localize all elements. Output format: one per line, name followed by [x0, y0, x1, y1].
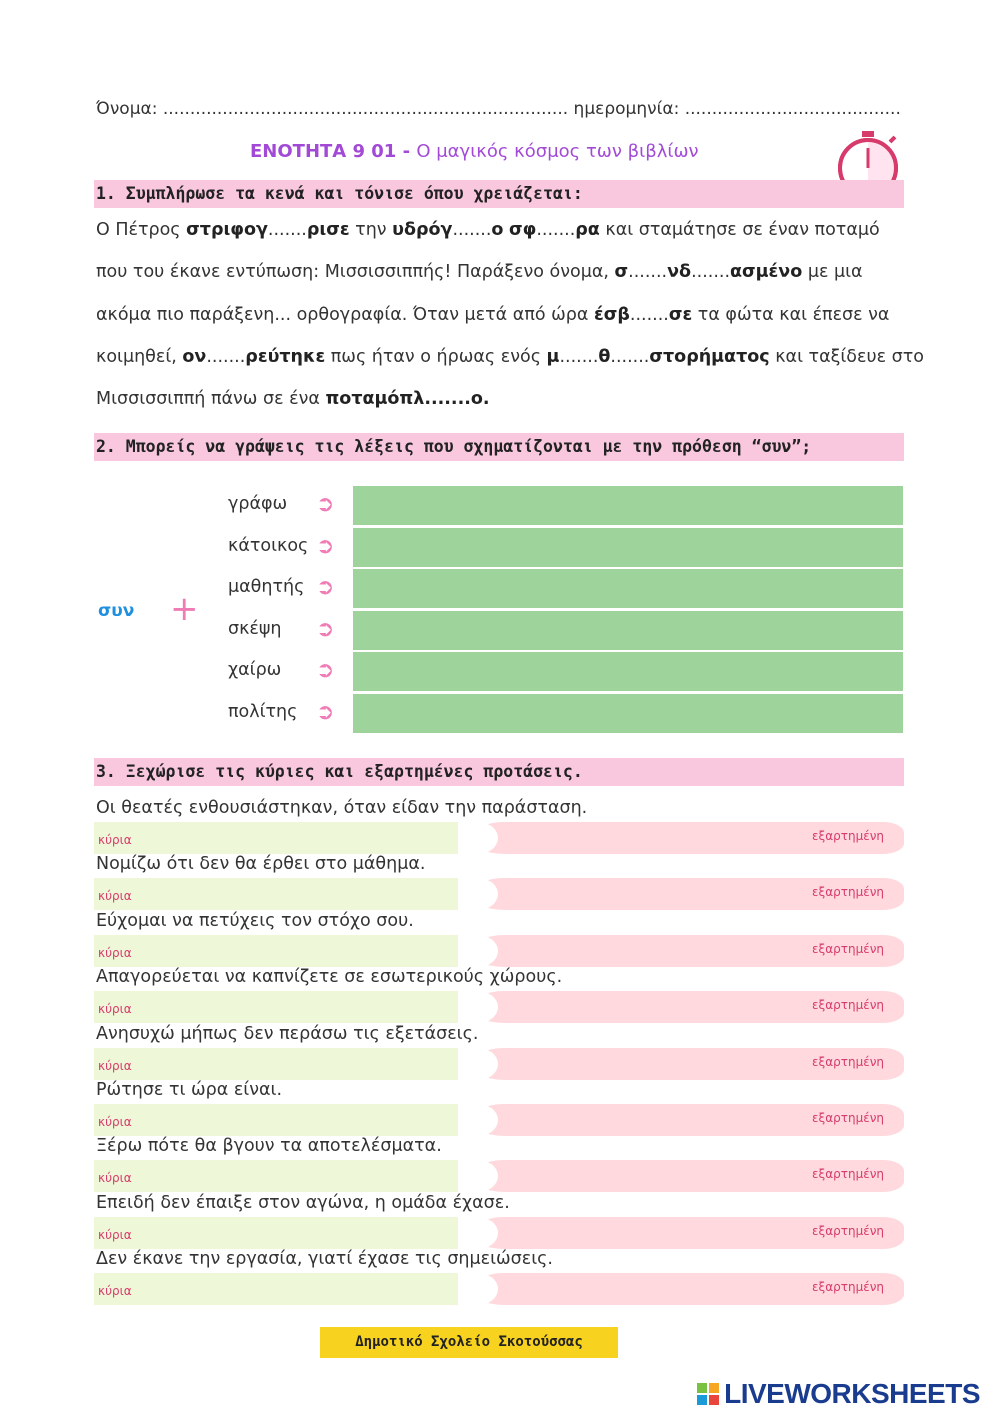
option-dependent-label: εξαρτημένη: [812, 998, 884, 1013]
paragraph-text: με μια: [802, 262, 863, 282]
option-main[interactable]: [94, 878, 472, 910]
paragraph-line: [96, 347, 924, 367]
choice-row: [94, 1273, 904, 1305]
option-dependent-label: εξαρτημένη: [812, 1223, 884, 1238]
paragraph-text: πως ήταν ο ήρωας ενός: [325, 347, 547, 367]
source-word: κάτοικος: [228, 535, 309, 556]
option-dependent-label: εξαρτημένη: [812, 1111, 884, 1125]
option-main-label: κύρια: [98, 889, 132, 904]
paragraph-text: Μισσισσιππή πάνω σε ένα: [96, 389, 326, 409]
sentence-text: Απαγορεύεται να καπνίζετε σε εσωτερικούς χώρους.: [96, 967, 563, 988]
paragraph-line: [96, 389, 490, 409]
option-main-label: κύρια: [98, 833, 132, 847]
sentence-text: Ξέρω πότε θα βγουν τα αποτελέσματα.: [96, 1136, 442, 1157]
option-main[interactable]: [94, 822, 472, 854]
section3-heading: 3. Ξεχώρισε τις κύριες και εξαρτημένες προτάσεις.: [94, 758, 904, 786]
paragraph-line: [96, 305, 889, 325]
title-sub: Ο μαγικός κόσμος των βιβλίων: [416, 141, 699, 162]
option-main-label: κύρια: [98, 1002, 132, 1017]
sentence-text: Εύχομαι να πετύχεις τον στόχο σου.: [96, 910, 414, 931]
option-dependent[interactable]: [472, 1217, 904, 1249]
paragraph-line: [96, 262, 863, 282]
paragraph-text: .......: [559, 347, 599, 367]
option-dependent[interactable]: [472, 822, 904, 854]
paragraph-text: κοιμηθεί,: [96, 347, 183, 367]
paragraph-text: Ο Πέτρος: [96, 220, 187, 240]
paragraph-text: τα φώτα και έπεσε να: [692, 305, 890, 325]
option-main[interactable]: [94, 1048, 472, 1080]
arrow-icon: ➲: [316, 658, 335, 683]
word-stem: νδ: [667, 262, 692, 282]
paragraph-text: .......: [536, 220, 576, 240]
option-dependent[interactable]: [472, 878, 904, 910]
choice-row: [94, 935, 904, 967]
sentence-text: Ρώτησε τι ώρα είναι.: [96, 1080, 283, 1100]
choice-row: [94, 878, 904, 910]
word-stem: σ: [614, 262, 629, 282]
sentence-text: Επειδή δεν έπαιξε στον αγώνα, η ομάδα έχασε.: [96, 1192, 510, 1213]
option-dependent-label: εξαρτημένη: [812, 1280, 884, 1295]
word-stem: στορήματος: [649, 347, 770, 367]
option-dependent[interactable]: [472, 935, 904, 967]
word-stem: ρισε: [306, 220, 350, 240]
source-word: πολίτης: [228, 701, 298, 722]
prefix-label: συν: [98, 601, 135, 621]
title-main: ΕΝΟΤΗΤΑ 9 01 -: [250, 141, 417, 162]
word-stem: ον: [182, 347, 207, 367]
option-dependent-label: εξαρτημένη: [812, 885, 884, 900]
arrow-icon: ➲: [316, 616, 335, 642]
option-dependent-label: εξαρτημένη: [812, 829, 884, 843]
word-stem: στριφογ: [186, 220, 268, 240]
choice-row: [94, 1160, 904, 1192]
choice-row: [94, 1217, 904, 1249]
choice-row: [94, 1104, 904, 1136]
sentence-text: Νομίζω ότι δεν θα έρθει στο μάθημα.: [96, 854, 426, 875]
word-stem: θ: [598, 347, 611, 367]
option-main[interactable]: [94, 1104, 472, 1136]
word-stem: σφ: [509, 220, 537, 240]
paragraph-line: [96, 220, 880, 240]
answer-input[interactable]: [353, 611, 903, 650]
source-word: σκέψη: [228, 618, 282, 639]
arrow-icon: ➲: [316, 492, 335, 517]
school-footer: Δημοτικό Σχολείο Σκοτούσσας: [320, 1327, 618, 1358]
option-main[interactable]: [94, 991, 472, 1023]
source-word: μαθητής: [228, 577, 305, 597]
choice-row: [94, 1048, 904, 1080]
word-stem: ρεύτηκε: [245, 347, 326, 367]
word-stem: ποταμόπλ.......ο.: [325, 389, 490, 409]
option-dependent[interactable]: [472, 1273, 904, 1305]
paragraph-text: .......: [452, 220, 492, 240]
plus-icon: +: [170, 589, 199, 629]
paragraph-text: .......: [610, 347, 650, 367]
word-stem: μ: [546, 347, 560, 367]
answer-input[interactable]: [353, 528, 903, 567]
paragraph-text: ακόμα πιο παράξενη... ορθογραφία. Όταν μετά από ώρα: [96, 305, 594, 325]
paragraph-text: και ταξίδευε στο: [769, 347, 924, 367]
word-stem: έσβ: [593, 305, 630, 325]
brand-logo-icon: [697, 1383, 719, 1405]
word-stem: σε: [668, 305, 693, 325]
arrow-icon: ➲: [316, 575, 335, 600]
sentence-text: Δεν έκανε την εργασία, γιατί έχασε τις σημειώσεις.: [96, 1249, 553, 1270]
option-dependent-label: εξαρτημένη: [812, 941, 884, 956]
source-word: χαίρω: [228, 660, 282, 680]
answer-input[interactable]: [353, 569, 903, 608]
arrow-icon: ➲: [316, 699, 335, 725]
option-dependent[interactable]: [472, 1048, 904, 1080]
sentence-text: Οι θεατές ενθουσιάστηκαν, όταν είδαν την παράσταση.: [96, 798, 588, 818]
option-dependent[interactable]: [472, 1160, 904, 1192]
brand-logo: [697, 1378, 980, 1408]
option-main[interactable]: [94, 1273, 472, 1305]
choice-row: [94, 991, 904, 1023]
section1-heading: 1. Συμπλήρωσε τα κενά και τόνισε όπου χρειάζεται:: [94, 180, 904, 208]
option-main-label: κύρια: [98, 1227, 132, 1242]
paragraph-text: .......: [206, 347, 246, 367]
answer-input[interactable]: [353, 486, 903, 525]
option-main-label: κύρια: [98, 1115, 132, 1129]
answer-input[interactable]: [353, 694, 903, 733]
option-main-label: κύρια: [98, 1171, 132, 1186]
option-main[interactable]: [94, 935, 472, 967]
word-stem: ασμένο: [730, 262, 803, 282]
option-main[interactable]: [94, 1217, 472, 1249]
option-dependent[interactable]: [472, 991, 904, 1023]
option-dependent[interactable]: [472, 1104, 904, 1136]
word-stem: υδρόγ: [392, 220, 453, 240]
word-stem: ο: [491, 220, 504, 240]
option-main-label: κύρια: [98, 1058, 132, 1073]
option-main-label: κύρια: [98, 1284, 132, 1299]
paragraph-text: .......: [691, 262, 731, 282]
answer-input[interactable]: [353, 652, 903, 691]
sentence-text: Ανησυχώ μήπως δεν περάσω τις εξετάσεις.: [96, 1023, 479, 1044]
paragraph-text: .......: [629, 305, 669, 325]
choice-row: [94, 822, 904, 854]
paragraph-text: και σταμάτησε σε έναν ποταμό: [599, 220, 880, 240]
brand-name: LIVEWORKSHEETS: [724, 1378, 981, 1409]
source-word: γράφω: [228, 494, 288, 514]
paragraph-text: .......: [267, 220, 307, 240]
paragraph-text: που του έκανε εντύπωση: Μισσισσιππής! Παράξενο όνομα,: [96, 262, 615, 282]
name-date-line: Όνομα: ........................................................................... ημερομηνία: ........................................: [96, 99, 901, 119]
option-main-label: κύρια: [98, 945, 132, 960]
option-dependent-label: εξαρτημένη: [812, 1167, 884, 1182]
section2-heading: 2. Μπορείς να γράψεις τις λέξεις που σχηματίζονται με την πρόθεση “συν”;: [94, 433, 904, 461]
paragraph-text: .......: [628, 262, 668, 282]
word-stem: ρα: [575, 220, 600, 240]
arrow-icon: ➲: [316, 533, 335, 559]
option-dependent-label: εξαρτημένη: [812, 1054, 884, 1069]
paragraph-text: την: [349, 220, 393, 240]
option-main[interactable]: [94, 1160, 472, 1192]
page-title: [250, 141, 699, 162]
